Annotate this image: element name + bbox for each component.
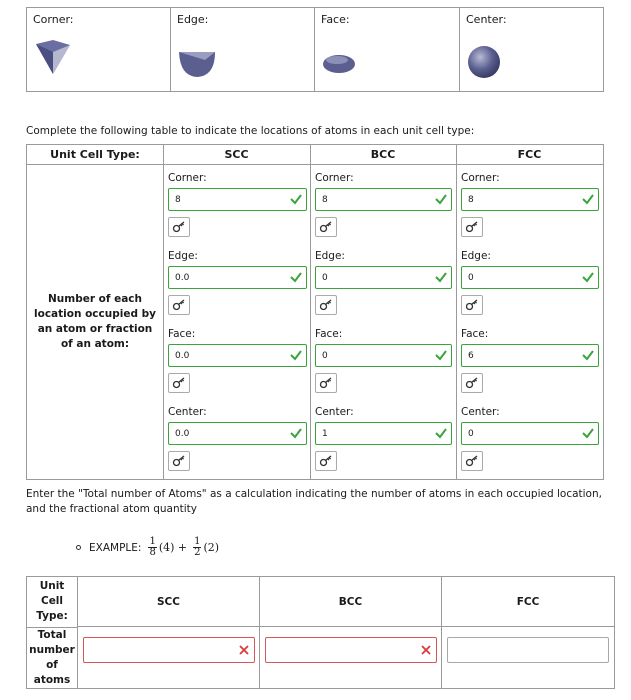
example-formula: [76, 537, 219, 558]
fcc-edge-field: [461, 249, 599, 315]
example-label: EXAMPLE:: [89, 541, 142, 554]
example-term-1: (4) +: [158, 541, 188, 554]
answer-key-button[interactable]: [315, 451, 337, 471]
atom-shapes-table: [26, 7, 604, 92]
face-half-sphere-icon: [321, 52, 357, 76]
header-scc: SCC: [163, 145, 310, 165]
key-icon: [172, 377, 186, 389]
fcc-total-input[interactable]: [447, 637, 609, 663]
scc-face-field: [168, 327, 307, 393]
check-icon: [581, 426, 595, 440]
header-bcc: BCC: [310, 145, 456, 165]
shape-label: Corner:: [33, 13, 74, 26]
key-icon: [319, 299, 333, 311]
key-icon: [319, 455, 333, 467]
row-label: Number of each location occupied by an atom or fraction of an atom:: [34, 293, 156, 350]
edge-quarter-sphere-icon: [177, 46, 217, 80]
bottom-header-scc: SCC: [78, 577, 259, 627]
unit-cell-type-label: Unit Cell Type:: [36, 580, 68, 622]
answer-key-button[interactable]: [168, 217, 190, 237]
answer-key-button[interactable]: [461, 217, 483, 237]
scc-corner-field: [168, 171, 307, 237]
bcc-total-input[interactable]: [265, 637, 437, 663]
answer-key-button[interactable]: [461, 373, 483, 393]
answer-key-button[interactable]: [168, 451, 190, 471]
answer-key-button[interactable]: [168, 373, 190, 393]
scc-edge-field: [168, 249, 307, 315]
bcc-edge-field: [315, 249, 452, 315]
incorrect-x-icon: [420, 644, 432, 656]
key-icon: [465, 455, 479, 467]
answer-key-button[interactable]: [168, 295, 190, 315]
example-term-2: (2): [203, 541, 220, 554]
check-icon: [434, 426, 448, 440]
incorrect-x-icon: [238, 644, 250, 656]
field-label: Edge:: [168, 250, 198, 262]
answer-key-button[interactable]: [461, 295, 483, 315]
bcc-face-input[interactable]: 0: [315, 344, 452, 367]
check-icon: [581, 192, 595, 206]
fcc-column: [457, 165, 603, 479]
fcc-edge-input[interactable]: 0: [461, 266, 599, 289]
bcc-column: [311, 165, 456, 479]
check-icon: [581, 270, 595, 284]
key-icon: [172, 299, 186, 311]
bcc-edge-input[interactable]: 0: [315, 266, 452, 289]
field-label: Face:: [315, 328, 343, 340]
shape-cell-edge: [171, 8, 315, 91]
check-icon: [434, 192, 448, 206]
answer-key-button[interactable]: [315, 373, 337, 393]
unit-cell-locations-table: [26, 144, 604, 480]
scc-center-input[interactable]: 0.0: [168, 422, 307, 445]
answer-key-button[interactable]: [315, 217, 337, 237]
field-label: Face:: [461, 328, 489, 340]
field-label: Edge:: [315, 250, 345, 262]
fcc-face-input[interactable]: 6: [461, 344, 599, 367]
answer-key-button[interactable]: [315, 295, 337, 315]
key-icon: [172, 455, 186, 467]
field-label: Corner:: [461, 172, 500, 184]
check-icon: [289, 270, 303, 284]
fraction-one-half: $\frac{1}{2}$: [194, 536, 201, 558]
total-atoms-instruction: Enter the "Total number of Atoms" as a calculation indicating the number of atoms in each occupied location, and the fractional atom quantity: [26, 488, 602, 515]
key-icon: [319, 221, 333, 233]
field-label: Corner:: [168, 172, 207, 184]
bcc-center-input[interactable]: 1: [315, 422, 452, 445]
check-icon: [581, 348, 595, 362]
shape-cell-center: [460, 8, 603, 91]
answer-key-button[interactable]: [461, 451, 483, 471]
shape-label: Face:: [321, 13, 350, 26]
shape-cell-corner: [27, 8, 171, 91]
key-icon: [465, 377, 479, 389]
shape-label: Center:: [466, 13, 507, 26]
fcc-face-field: [461, 327, 599, 393]
fcc-corner-input[interactable]: 8: [461, 188, 599, 211]
bottom-header-bcc: BCC: [260, 577, 441, 627]
field-label: Corner:: [315, 172, 354, 184]
total-number-label: Total number of atoms: [29, 629, 75, 686]
bcc-face-field: [315, 327, 452, 393]
field-label: Edge:: [461, 250, 491, 262]
scc-total-input[interactable]: [83, 637, 255, 663]
shape-cell-face: [315, 8, 460, 91]
bcc-corner-input[interactable]: 8: [315, 188, 452, 211]
instruction-text: Complete the following table to indicate the locations of atoms in each unit cell type:: [26, 125, 475, 137]
fcc-center-input[interactable]: 0: [461, 422, 599, 445]
scc-edge-input[interactable]: 0.0: [168, 266, 307, 289]
scc-center-field: [168, 405, 307, 471]
key-icon: [465, 299, 479, 311]
check-icon: [289, 348, 303, 362]
field-label: Center:: [461, 406, 500, 418]
key-icon: [319, 377, 333, 389]
check-icon: [434, 348, 448, 362]
bcc-corner-field: [315, 171, 452, 237]
bullet-icon: [76, 545, 81, 550]
center-sphere-icon: [466, 44, 502, 80]
field-label: Center:: [315, 406, 354, 418]
shape-label: Edge:: [177, 13, 209, 26]
scc-face-input[interactable]: 0.0: [168, 344, 307, 367]
key-icon: [465, 221, 479, 233]
key-icon: [172, 221, 186, 233]
scc-corner-input[interactable]: 8: [168, 188, 307, 211]
total-atoms-table: [26, 576, 615, 689]
corner-eighth-sphere-icon: [34, 36, 72, 76]
field-label: Center:: [168, 406, 207, 418]
field-label: Face:: [168, 328, 196, 340]
check-icon: [289, 426, 303, 440]
bottom-header-fcc: FCC: [442, 577, 614, 627]
check-icon: [289, 192, 303, 206]
header-unit-cell-type: Unit Cell Type:: [27, 145, 163, 165]
fcc-corner-field: [461, 171, 599, 237]
fraction-one-eighth: $\frac{1}{8}$: [149, 536, 156, 558]
header-fcc: FCC: [456, 145, 603, 165]
fcc-center-field: [461, 405, 599, 471]
scc-column: [164, 165, 310, 479]
check-icon: [434, 270, 448, 284]
bcc-center-field: [315, 405, 452, 471]
